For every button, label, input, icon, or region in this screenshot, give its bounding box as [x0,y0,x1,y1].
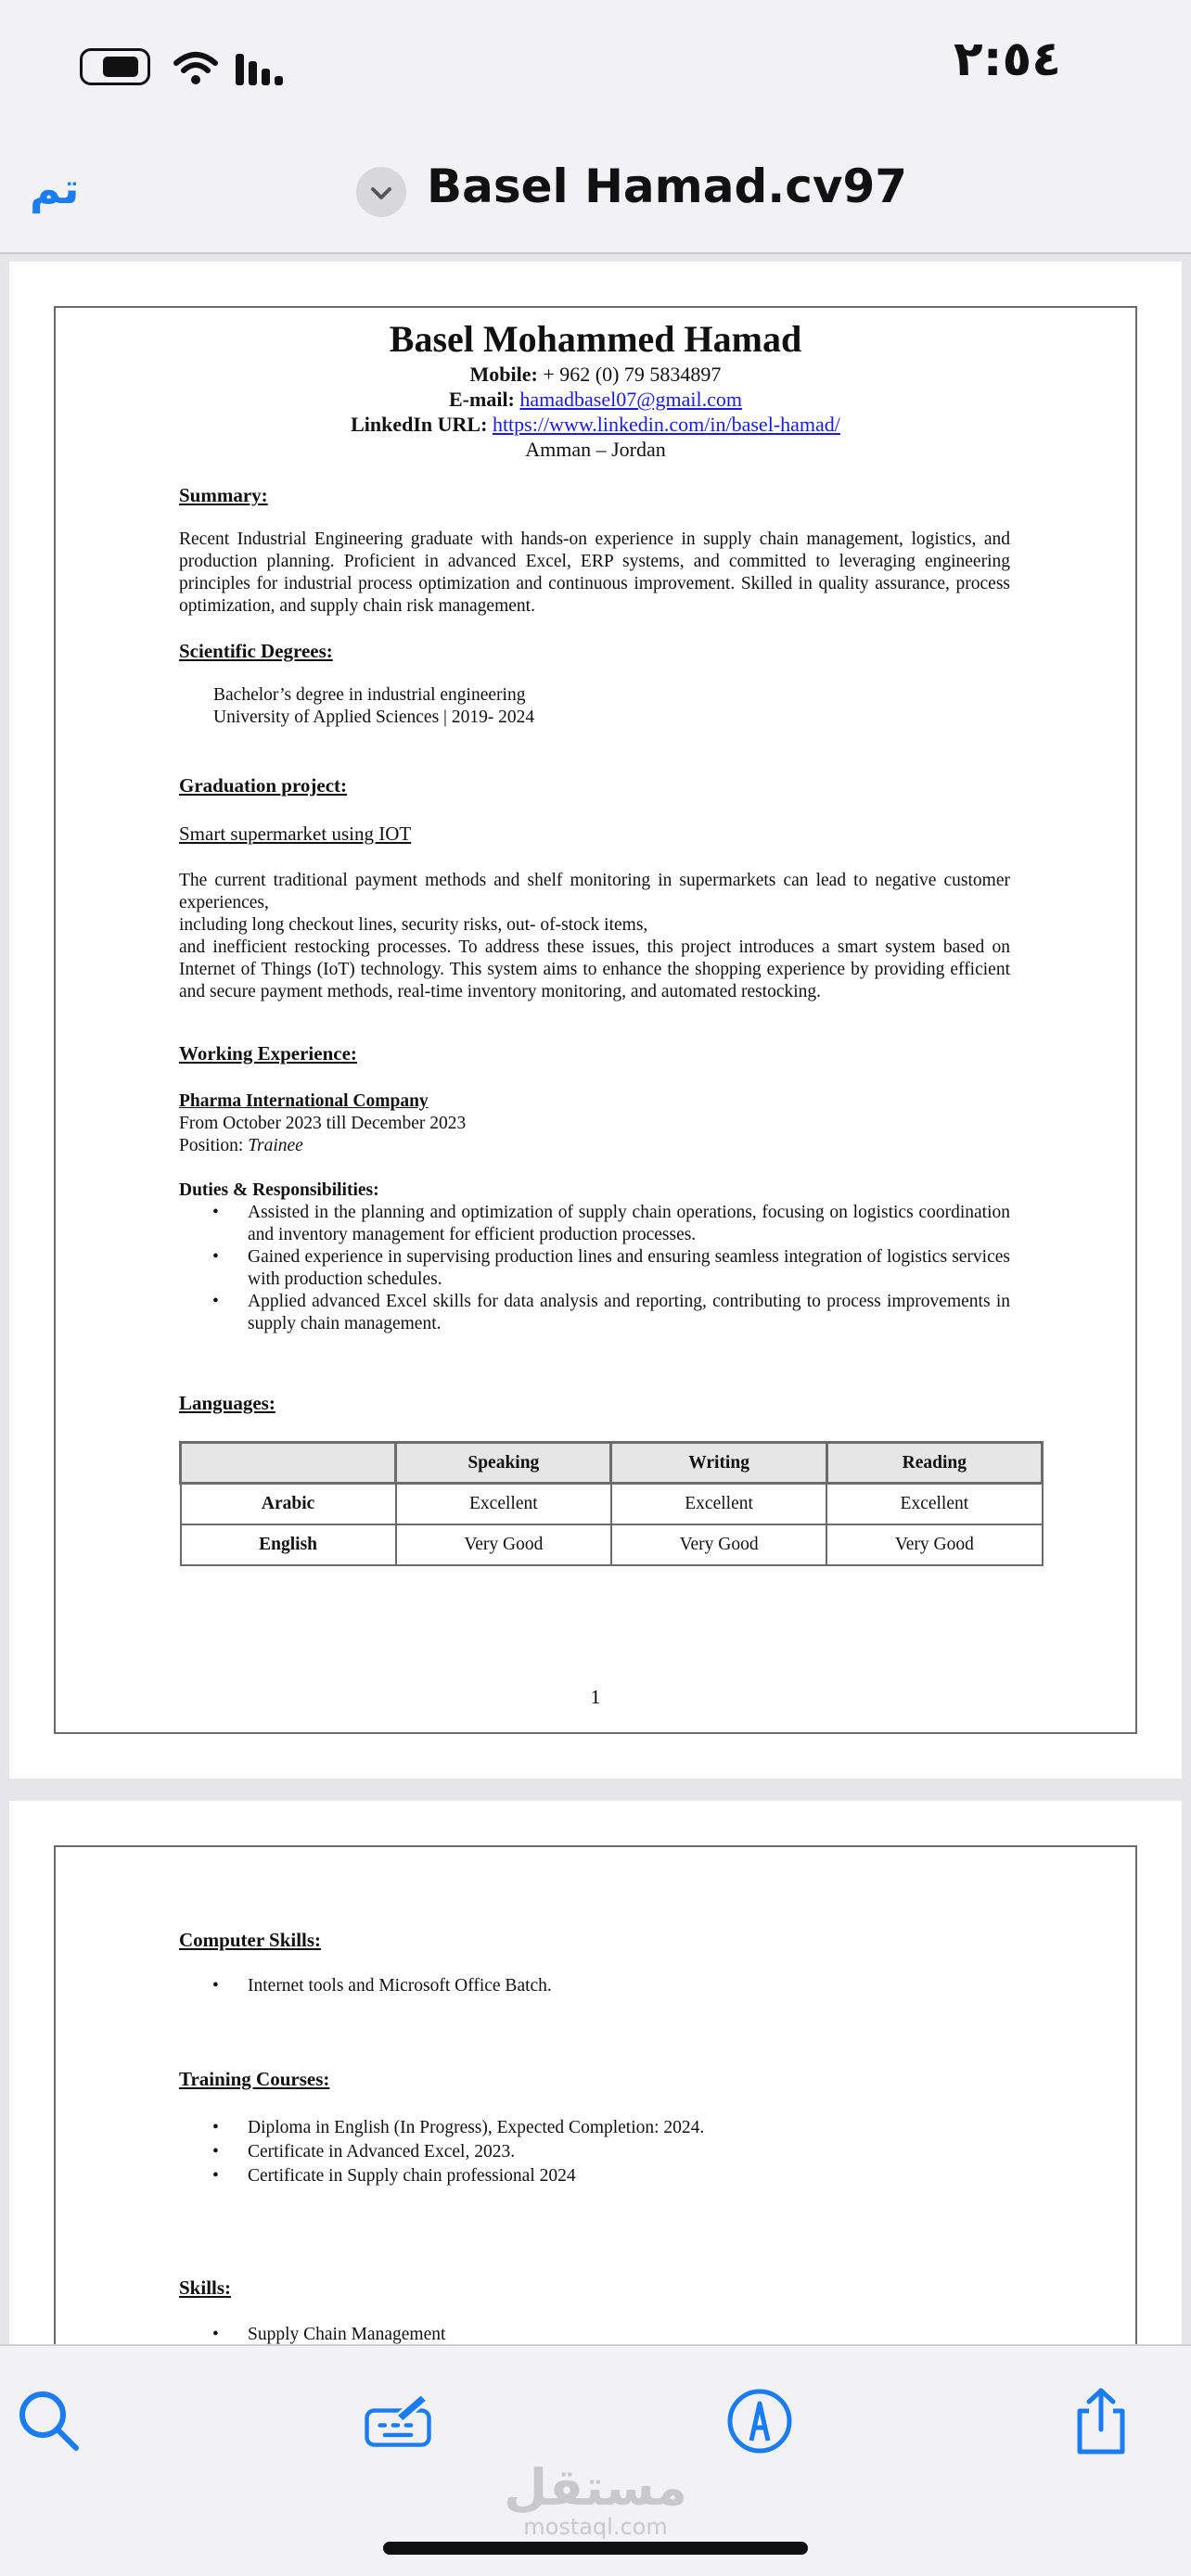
share-icon[interactable] [1067,2387,1135,2455]
search-icon[interactable] [15,2387,83,2455]
project-description-1: The current traditional payment methods and shelf monitoring in supermarkets can lead to negative customer experiences, [179,871,1010,912]
degree-title: Bachelor’s degree in industrial engineering [213,685,526,705]
degrees-heading: Scientific Degrees: [179,640,333,662]
mobile-label: Mobile: [469,363,538,386]
position [179,1135,1010,1157]
table-header-cell: Writing [611,1443,826,1484]
table-row [181,1524,1043,1565]
wifi-icon [173,50,219,87]
mobile-value: + 962 (0) 79 5834897 [543,363,722,386]
table-header-cell [181,1443,396,1484]
training-heading: Training Courses: [179,2068,330,2090]
table-cell: Excellent [826,1484,1042,1524]
title-menu-button[interactable] [356,167,406,217]
markup-keyboard-icon[interactable] [364,2387,432,2455]
contact-email [54,387,1137,412]
document-title: Basel Hamad.cv97 [427,159,908,213]
table-cell: Very Good [826,1524,1042,1565]
project-description-2: including long checkout lines, security risks, out- of-stock items, [179,915,648,935]
summary-text: Recent Industrial Engineering graduate with hands-on experience in supply chain management, logistics, and production planning. Proficient in advanced Excel, ERP systems, and committed to leveraging engineering principles for industrial process optimization and continuous improvement. Skilled in quality assurance, process optimization, and supply chain risk management. [179,529,1010,616]
page-number: 1 [590,1686,601,1708]
duties-heading: Duties & Responsibilities: [179,1180,379,1200]
table-header-cell: Reading [826,1443,1042,1484]
duties-list [179,1202,1010,1335]
document-viewer[interactable] [0,256,1191,2344]
list-item: • Gained experience in supervising production lines and ensuring seamless integration of logistics services with production schedules. [179,1246,1010,1291]
linkedin-link[interactable]: https://www.linkedin.com/in/basel-hamad/ [492,413,840,436]
list-item: • Applied advanced Excel skills for data analysis and reporting, contributing to process improvements in supply chain management. [179,1291,1010,1335]
project-description-3: and inefficient restocking processes. To address these issues, this project introduces a smart system based on Internet of Things (IoT) technology. This system aims to enhance the shopping experience by providing efficient and secure payment methods, real-time inventory monitoring, and automated restocking. [179,937,1010,1001]
employment-period: From October 2023 till December 2023 [179,1114,467,1133]
summary-heading: Summary: [179,484,268,506]
document-page-2 [9,1801,1182,2344]
document-page-1 [9,261,1182,1779]
email-link[interactable]: hamadbasel07@gmail.com [519,388,742,411]
degree-university: University of Applied Sciences | 2019- 2024 [213,708,535,727]
watermark-latin: mostaql.com [523,2514,668,2540]
experience-heading: Working Experience: [179,1042,357,1065]
skills-list [179,2324,1010,2344]
page-border [54,1845,1137,2344]
watermark [0,2458,1191,2540]
computer-skills-heading: Computer Skills: [179,1929,322,1951]
cv-name: Basel Mohammed Hamad [389,318,802,360]
email-label: E-mail: [449,388,515,411]
languages-table [179,1441,1044,1566]
done-button[interactable]: تم [30,163,80,213]
table-cell: Very Good [396,1524,611,1565]
table-cell: Arabic [181,1484,396,1524]
contact-mobile [54,362,1137,387]
clock: ٢:٥٤ [953,32,1061,87]
table-header-row [181,1443,1043,1484]
table-cell: Excellent [611,1484,826,1524]
table-row [181,1484,1043,1524]
project-title: Smart supermarket using IOT [179,823,412,845]
training-list [179,2116,1010,2188]
list-item: • Internet tools and Microsoft Office Batch. [179,1975,1010,1997]
contact-location: Amman – Jordan [525,438,666,461]
list-item: • Assisted in the planning and optimization of supply chain operations, focusing on logistics coordination and inventory management for efficient production processes. [179,1202,1010,1246]
linkedin-label: LinkedIn URL: [351,413,488,436]
markup-pen-icon[interactable] [725,2387,794,2455]
table-cell: Excellent [396,1484,611,1524]
computer-skills-list [179,1975,1010,1997]
list-item: • Certificate in Advanced Excel, 2023. [179,2140,1010,2164]
position-label: Position: [179,1136,244,1155]
chevron-down-icon [368,180,394,206]
list-item: • Supply Chain Management [179,2324,1010,2344]
navigation-bar [0,139,1191,254]
position-value: Trainee [248,1136,303,1155]
bottom-toolbar [0,2344,1191,2576]
signal-icon [234,50,289,87]
contact-linkedin [54,412,1137,437]
company-name: Pharma International Company [179,1091,429,1111]
battery-icon [80,48,150,85]
home-indicator[interactable] [383,2542,808,2555]
list-item: • Diploma in English (In Progress), Expected Completion: 2024. [179,2116,1010,2140]
table-cell: English [181,1524,396,1565]
status-bar [0,0,1191,139]
project-heading: Graduation project: [179,774,348,797]
skills-heading: Skills: [179,2276,232,2299]
list-item: • Certificate in Supply chain professional 2024 [179,2164,1010,2188]
table-cell: Very Good [611,1524,826,1565]
languages-heading: Languages: [179,1392,275,1414]
watermark-arabic: مستقل [504,2458,687,2517]
table-header-cell: Speaking [396,1443,611,1484]
